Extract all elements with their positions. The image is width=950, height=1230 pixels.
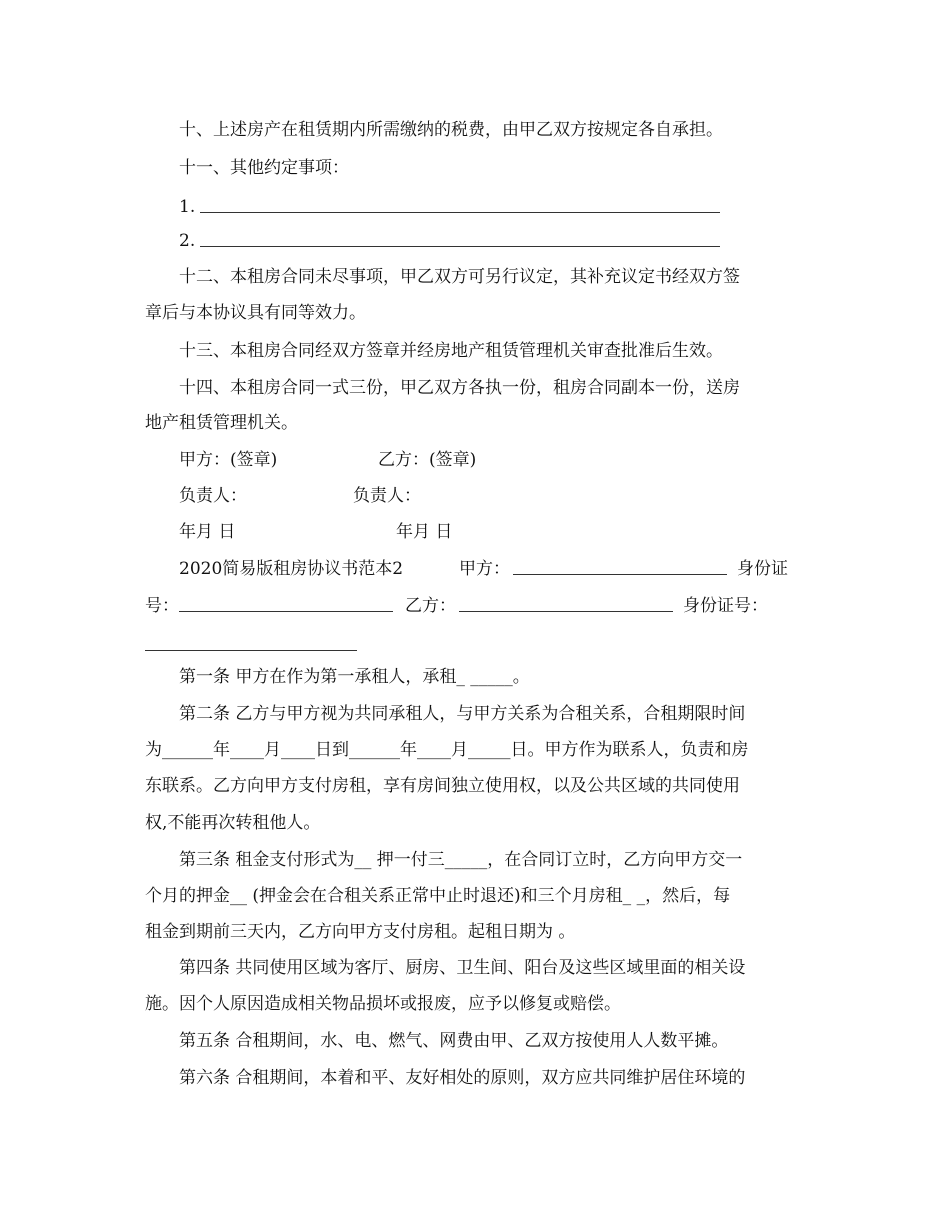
second-agreement-title: 2020简易版租房协议书范本2 — [179, 559, 404, 579]
clause-14-line-2: 地产租赁管理机关。 — [145, 413, 298, 433]
party-b-date-label: 年月 日 — [396, 522, 453, 542]
party-a-blank — [513, 574, 727, 575]
article-6-line-1: 第六条 合租期间，本着和平、友好相处的原则，双方应共同维护居住环境的 — [179, 1068, 746, 1088]
article-4-line-1: 第四条 共同使用区域为客厅、厨房、卫生间、阳台及这些区域里面的相关设 — [179, 958, 746, 978]
other-item-2-number: 2. — [179, 231, 196, 251]
clause-12-line-2: 章后与本协议具有同等效力。 — [145, 303, 366, 323]
party-a-responsible-label: 负责人： — [179, 486, 247, 506]
party-a-id-label-end: 号： — [145, 596, 179, 616]
article-4-line-2: 施。因个人原因造成相关物品损坏或报废，应予以修复或赔偿。 — [145, 994, 621, 1014]
party-a-signature-label: 甲方：(签章) — [179, 450, 278, 470]
party-b-label: 乙方： — [405, 596, 456, 616]
article-2-line-1: 第二条 乙方与甲方视为共同承租人，与甲方关系为合租关系，合租期限时间 — [179, 704, 746, 724]
party-b-signature-label: 乙方：(签章) — [378, 450, 477, 470]
other-item-1-blank — [200, 212, 720, 213]
party-a-label: 甲方： — [459, 559, 510, 579]
party-b-blank — [459, 611, 673, 612]
party-b-responsible-label: 负责人： — [353, 486, 421, 506]
article-3-line-2: 个月的押金__ (押金会在合租关系正常中止时退还)和三个月房租_ _，然后，每 — [145, 886, 731, 906]
clause-10: 十、上述房产在租赁期内所需缴纳的税费，由甲乙双方按规定各自承担。 — [179, 120, 723, 140]
article-2-line-2: 为______年____月____日到______年____月_____日。甲方作为联系人，负责和房 — [145, 740, 749, 760]
article-3-line-1: 第三条 租金支付形式为__ 押一付三_____，在合同订立时，乙方向甲方交一 — [179, 850, 743, 870]
clause-14-line-1: 十四、本租房合同一式三份，甲乙双方各执一份，租房合同副本一份，送房 — [179, 378, 740, 398]
article-2-line-4: 权,不能再次转租他人。 — [145, 813, 321, 833]
clause-13: 十三、本租房合同经双方签章并经房地产租赁管理机关审查批准后生效。 — [179, 341, 723, 361]
party-b-id-blank — [145, 650, 357, 651]
party-a-date-label: 年月 日 — [179, 522, 236, 542]
party-a-id-label-start: 身份证 — [737, 559, 788, 579]
other-item-1-number: 1. — [179, 197, 196, 217]
article-5: 第五条 合租期间，水、电、燃气、网费由甲、乙双方按使用人人数平摊。 — [179, 1031, 729, 1051]
clause-12-line-1: 十二、本租房合同未尽事项，甲乙双方可另行议定，其补充议定书经双方签 — [179, 267, 740, 287]
article-3-line-3: 租金到期前三天内，乙方向甲方支付房租。起租日期为 。 — [145, 922, 576, 942]
party-b-id-label: 身份证号： — [683, 596, 768, 616]
party-a-id-blank — [179, 611, 393, 612]
clause-11-heading: 十一、其他约定事项： — [179, 158, 349, 178]
article-2-line-3: 东联系。乙方向甲方支付房租，享有房间独立使用权，以及公共区域的共同使用 — [145, 776, 740, 796]
other-item-2-blank — [200, 246, 720, 247]
article-1: 第一条 甲方在作为第一承租人，承租_ _____。 — [179, 667, 530, 687]
